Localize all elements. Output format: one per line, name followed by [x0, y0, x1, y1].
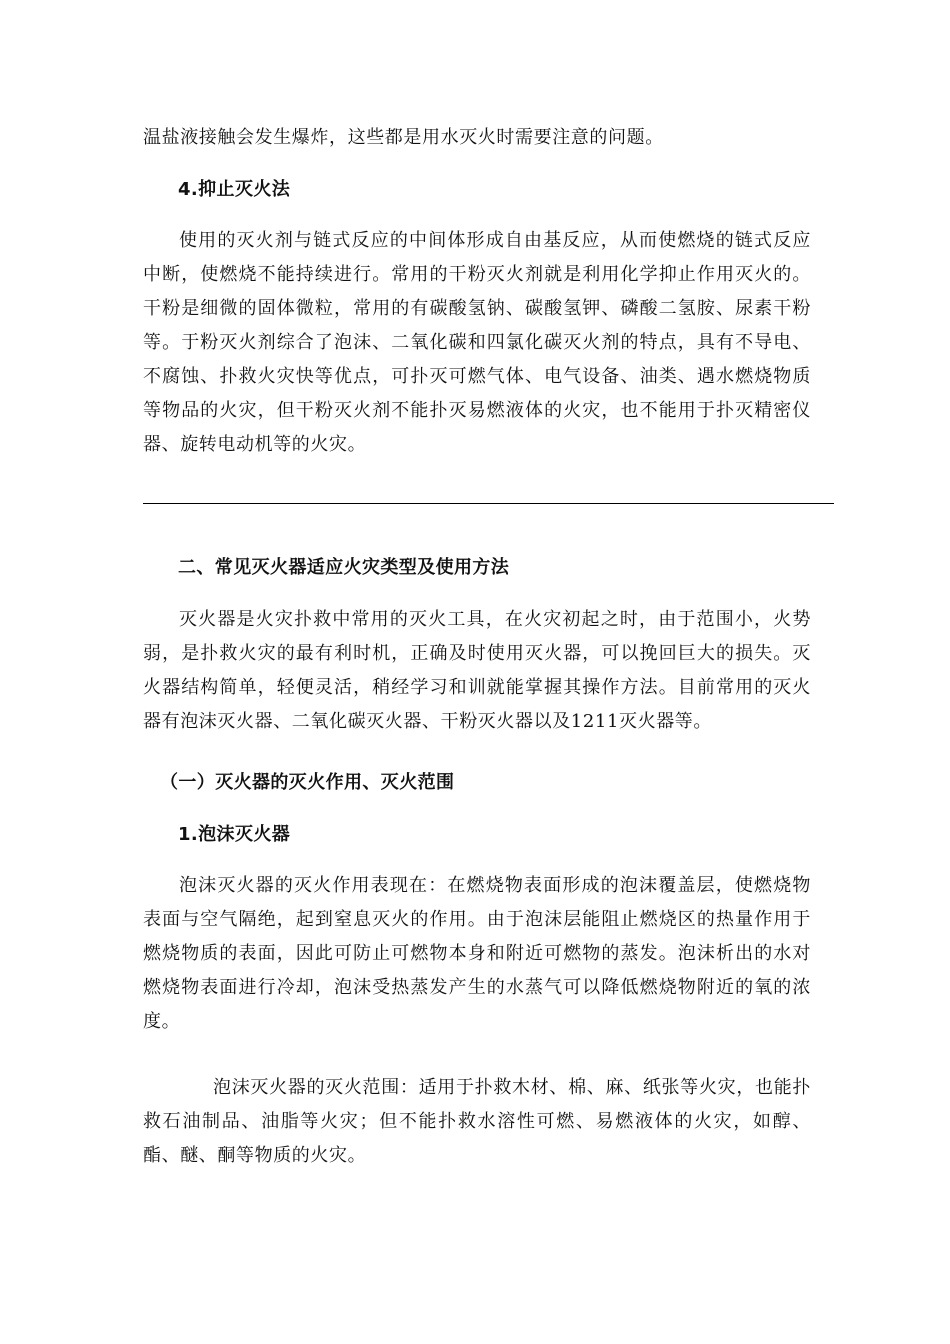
paragraph-continued: 温盐液接触会发生爆炸，这些都是用水灭火时需要注意的问题。 [143, 127, 664, 148]
paragraph-foam-scope: 泡沫灭火器的灭火范围：适用于扑救木材、棉、麻、纸张等火灾，也能扑救石油制品、油脂等火灾；但不能扑救水溶性可燃、易燃液体的火灾，如醇、酯、醚、酮等物质的火灾。 [143, 1077, 811, 1166]
heading-foam-extinguisher: 1.泡沫灭火器 [178, 824, 291, 845]
section-heading-extinguishers: 二、常见灭火器适应火灾类型及使用方法 [178, 557, 510, 578]
subsection-heading-extinguishing-scope: （一）灭火器的灭火作用、灭火范围 [160, 772, 455, 793]
heading-suppression-method: 4.抑止灭火法 [178, 179, 291, 200]
paragraph-extinguisher-intro: 灭火器是火灾扑救中常用的灭火工具，在火灾初起之时，由于范围小，火势弱，是扑救火灾的最有利时机，正确及时使用灭火器，可以挽回巨大的损失。灭火器结构简单，轻便灵活，稍经学习和训就能掌握其操作方法。目前常用的灭火器有泡沫灭火器、二氧化碳灭火器、干粉灭火器以及1211灭火器等。 [143, 609, 811, 732]
section-divider [143, 503, 834, 504]
paragraph-suppression-method: 使用的灭火剂与链式反应的中间体形成自由基反应，从而使燃烧的链式反应中断，使燃烧不能持续进行。常用的干粉灭火剂就是利用化学抑止作用灭火的。干粉是细微的固体微粒，常用的有碳酸氢钠、碳酸氢钾、磷酸二氢胺、尿素干粉等。于粉灭火剂综合了泡沫、二氧化碳和四氯化碳灭火剂的特点，具有不导电、不腐蚀、扑救火灾快等优点，可扑灭可燃气体、电气设备、油类、遇水燃烧物质等物品的火灾，但干粉灭火剂不能扑灭易燃液体的火灾，也不能用于扑灭精密仪器、旋转电动机等的火灾。 [143, 230, 811, 455]
paragraph-foam-action: 泡沫灭火器的灭火作用表现在：在燃烧物表面形成的泡沫覆盖层，使燃烧物表面与空气隔绝，起到窒息灭火的作用。由于泡沫层能阻止燃烧区的热量作用于燃烧物质的表面，因此可防止可燃物本身和附近可燃物的蒸发。泡沫析出的水对燃烧物表面进行冷却，泡沫受热蒸发产生的水蒸气可以降低燃烧物附近的氧的浓度。 [143, 875, 811, 1032]
